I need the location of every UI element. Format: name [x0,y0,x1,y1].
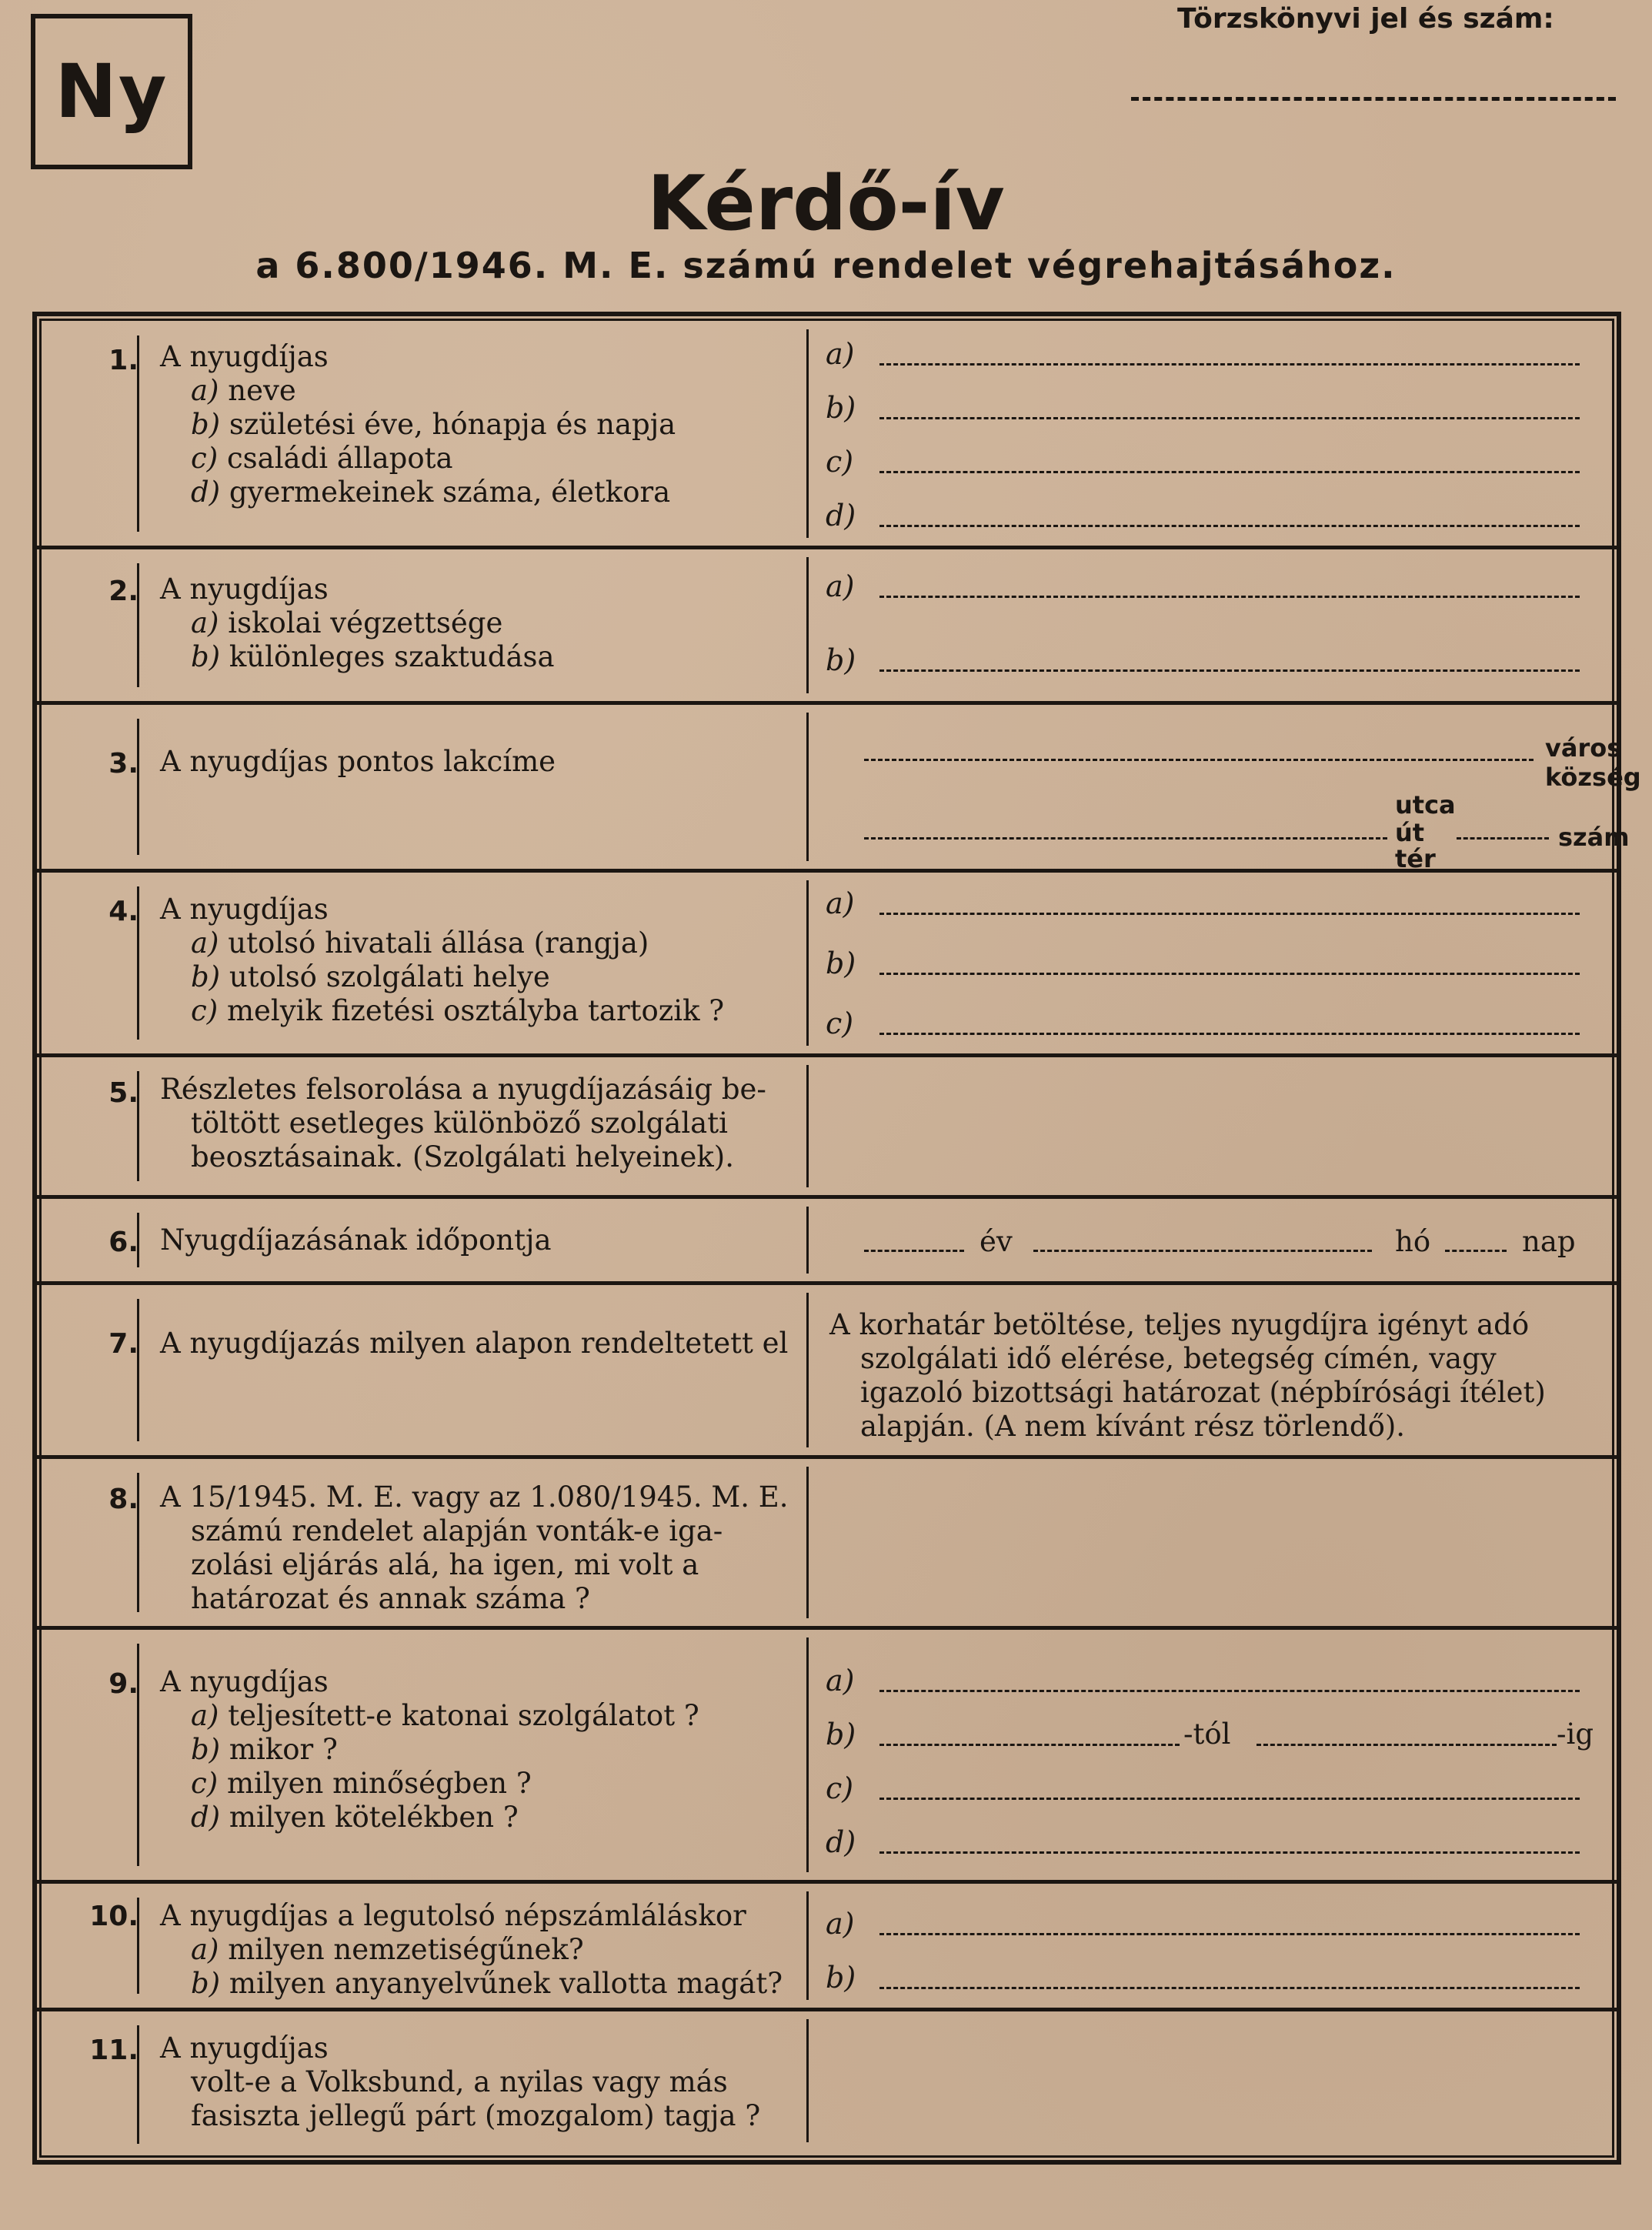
item-c: családi állapota [226,442,453,475]
square-label: tér [1395,844,1436,873]
answer-area[interactable] [826,2019,1603,2142]
street-label: utca [1395,790,1456,820]
answer-field-c[interactable] [879,471,1580,473]
answer-field-a[interactable] [879,913,1580,915]
question-intro: A nyugdíjas a legutolsó népszámláláskor [160,1899,746,1932]
street-field[interactable] [864,837,1387,840]
day-field[interactable] [1445,1250,1507,1252]
year-label: év [980,1225,1013,1258]
question-row-4: 4. A nyugdíjas a) utolsó hivatali állása (rangja) b) utolsó szolgálati helye c) melyik fizetési osztályba tartozik ? a) b) c) [37,873,1617,1057]
item-b: milyen anyanyelvűnek vallotta magát? [229,1967,783,2000]
question-row-2: 2. A nyugdíjas a) iskolai végzettsége b) különleges szaktudása a) b) [37,549,1617,705]
question-text: A nyugdíjas pontos lakcíme [160,745,556,778]
question-row-5 [37,1057,1617,1199]
answer-field-a[interactable] [879,1690,1580,1692]
question-row-8 [37,1459,1617,1630]
question-number: 8. [108,1484,139,1515]
question-number: 2. [108,576,139,607]
answer-text: A korhatár betöltése, teljes nyugdíjra igényt adó szolgálati idő elérése, betegség címén, vagy igazoló bizottsági határozat (népbírósági ítélet) alapján. (A nem kívánt rész törlendő). [829,1308,1546,1443]
register-field[interactable] [1131,97,1616,101]
question-number: 9. [108,1668,139,1700]
month-field[interactable] [1033,1250,1372,1252]
item-b: mikor ? [229,1733,338,1766]
question-text: A nyugdíjas a) utolsó hivatali állása (rangja) b) utolsó szolgálati helye c) melyik fizetési osztályba tartozik ? [160,893,791,1028]
city-field[interactable] [864,759,1534,761]
road-label: út [1395,818,1425,847]
answer-area[interactable] [826,1467,1603,1621]
register-label: Törzskönyvi jel és szám: [1177,3,1554,35]
year-field[interactable] [864,1250,964,1252]
question-intro: A nyugdíjas [160,340,329,373]
question-text: Nyugdíjazásának időpontja [160,1223,552,1257]
answer-field-d[interactable] [879,525,1580,527]
answer-field-c[interactable] [879,1798,1580,1800]
answer-area[interactable] [826,1065,1603,1188]
page-title: Kérdő-ív [647,160,1005,248]
item-c: melyik fizetési osztályba tartozik ? [226,994,725,1027]
answer-field-a[interactable] [879,1933,1580,1935]
from-label: -tól [1183,1718,1231,1751]
item-b: születési éve, hónapja és napja [229,408,676,441]
from-field[interactable] [879,1744,1180,1746]
question-text: A nyugdíjas a) teljesített-e katonai szolgálatot ? b) mikor ? c) milyen minőségben ? d) milyen kötelékben ? [160,1665,791,1834]
month-label: hó [1395,1225,1431,1258]
question-number: 11. [89,2035,139,2066]
question-row-7 [37,1285,1617,1459]
question-text: Részletes felsorolása a nyugdíjazásáig be- töltött esetleges különböző szolgálati beosztásainak. (Szolgálati helyeinek). [160,1073,766,1173]
question-number: 7. [108,1328,139,1360]
answer-field-b[interactable] [879,417,1580,419]
item-a: utolsó hivatali állása (rangja) [228,926,649,960]
answer-field-b[interactable] [879,1987,1580,1989]
form-badge: Ny [31,14,192,169]
number-label: szám [1558,823,1630,852]
question-intro: A nyugdíjas [160,893,329,926]
question-row-10: 10. A nyugdíjas a legutolsó népszámláláskor a) milyen nemzetiségűnek? b) milyen anyanyelvűnek vallotta magát? a) b) [37,1884,1617,2011]
question-intro: A nyugdíjas [160,573,329,606]
item-a: iskolai végzettsége [228,606,503,639]
answer-field-c[interactable] [879,1033,1580,1035]
question-number: 4. [108,896,139,927]
question-number: 10. [89,1901,139,1932]
question-intro: A nyugdíjas [160,1665,329,1698]
question-row-3 [37,705,1641,873]
item-b: utolsó szolgálati helye [229,960,550,993]
item-a: milyen nemzetiségűnek? [228,1933,584,1966]
answer-field-a[interactable] [879,363,1580,366]
page-subtitle: a 6.800/1946. M. E. számú rendelet végrehajtásához. [255,245,1397,286]
question-text: A nyugdíjas a) iskolai végzettsége b) különleges szaktudása [160,573,791,674]
city-label: város [1545,733,1622,763]
item-c: milyen minőségben ? [226,1767,532,1800]
question-number: 3. [108,748,139,779]
item-d: gyermekeinek száma, életkora [229,476,671,509]
question-number: 5. [108,1077,139,1109]
answer-field-b[interactable] [879,669,1580,672]
question-text: A nyugdíjas a legutolsó népszámláláskor a) milyen nemzetiségűnek? b) milyen anyanyelvűnek vallotta magát? [160,1899,814,2001]
item-b: különleges szaktudása [229,640,555,673]
answer-field-d[interactable] [879,1851,1580,1854]
question-row-9: 9. A nyugdíjas a) teljesített-e katonai szolgálatot ? b) mikor ? c) milyen minőségben ? d) milyen kötelékben ? a) b) -tól -ig c) d) [37,1630,1617,1884]
question-row-6 [37,1199,1617,1285]
question-row-1: 1. A nyugdíjas a) neve b) születési éve, hónapja és napja c) családi állapota d) gyermekeinek száma, életkora a) b) c) d) [37,322,1617,549]
to-field[interactable] [1257,1744,1557,1746]
question-text: A nyugdíjas a) neve b) születési éve, hónapja és napja c) családi állapota d) gyermekeinek száma, életkora [160,340,791,509]
item-a: teljesített-e katonai szolgálatot ? [228,1699,699,1732]
question-text: A 15/1945. M. E. vagy az 1.080/1945. M. E. számú rendelet alapján vonták-e iga- zolási eljárás alá, ha igen, mi volt a határozat és annak száma ? [160,1481,789,1615]
question-text: A nyugdíjas volt-e a Volksbund, a nyilas vagy más fasiszta jellegű párt (mozgalom) tagja ? [160,2031,791,2133]
question-number: 1. [108,345,139,376]
day-label: nap [1522,1225,1576,1258]
village-label: község [1545,763,1641,792]
answer-field-b[interactable] [879,973,1580,975]
question-number: 6. [108,1227,139,1258]
item-a: neve [228,374,296,407]
item-d: milyen kötelékben ? [229,1801,519,1834]
to-label: -ig [1557,1718,1594,1751]
question-intro: A nyugdíjas [160,2031,329,2065]
number-field[interactable] [1457,837,1549,840]
answer-field-a[interactable] [879,596,1580,598]
question-row-11 [37,2011,1617,2158]
question-text: A nyugdíjazás milyen alapon rendeltetett el [160,1327,789,1360]
